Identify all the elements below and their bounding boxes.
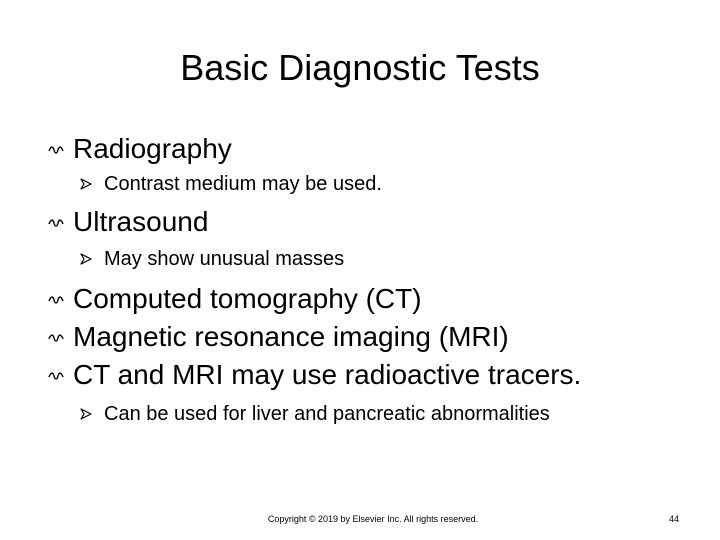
bullet-text: CT and MRI may use radioactive tracers. — [73, 359, 582, 390]
bullet-text: Radiography — [73, 133, 232, 164]
slide-title: Basic Diagnostic Tests — [180, 47, 540, 88]
bullet-item — [0, 321, 720, 353]
bullet-text: Magnetic resonance imaging (MRI) — [73, 321, 509, 352]
sub-bullet-item — [0, 172, 720, 196]
arrowhead-bullet-icon — [80, 178, 92, 190]
wave-bullet-icon — [48, 145, 64, 155]
wave-bullet-icon — [48, 295, 64, 305]
sub-bullet-text: May show unusual masses — [104, 248, 345, 270]
page-number: 44 — [668, 514, 679, 524]
bullet-item — [0, 133, 720, 165]
sub-bullet-text: Can be used for liver and pancreatic abnormalities — [104, 403, 550, 425]
bullet-text: Computed tomography (CT) — [73, 283, 422, 314]
arrowhead-bullet-icon — [80, 253, 92, 265]
bullet-item — [0, 283, 720, 315]
bullet-item — [0, 359, 720, 391]
wave-bullet-icon — [48, 371, 64, 381]
sub-bullet-text: Contrast medium may be used. — [104, 173, 382, 195]
arrowhead-bullet-icon — [80, 408, 92, 420]
bullet-item — [0, 206, 720, 238]
sub-bullet-item — [0, 247, 720, 271]
bullet-text: Ultrasound — [73, 206, 209, 237]
copyright-notice: Copyright © 2019 by Elsevier Inc. All rights reserved. — [267, 514, 479, 524]
wave-bullet-icon — [48, 333, 64, 343]
wave-bullet-icon — [48, 218, 64, 228]
sub-bullet-item — [0, 402, 720, 426]
